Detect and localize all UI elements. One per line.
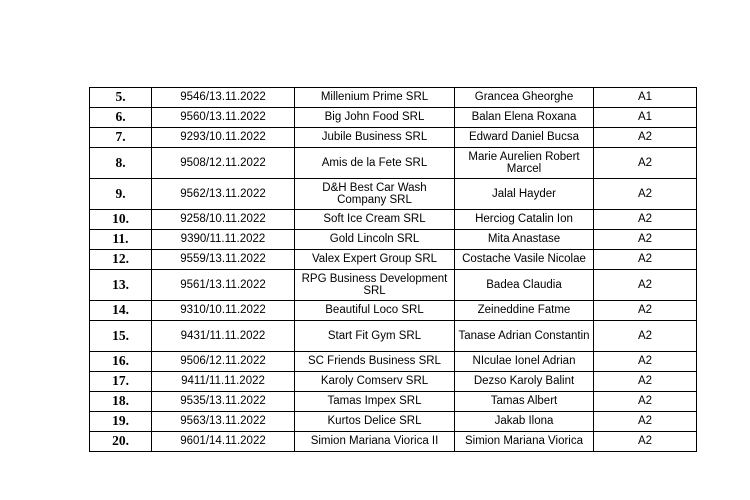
company-name-cell: Amis de la Fete SRL [295, 148, 455, 179]
registration-number-cell: 9562/13.11.2022 [152, 179, 295, 210]
category-cell: A1 [594, 88, 697, 108]
table-row [90, 301, 697, 321]
person-name-cell: Tanase Adrian Constantin [455, 321, 594, 352]
company-name-cell: SC Friends Business SRL [295, 352, 455, 372]
table-row [90, 88, 697, 108]
row-number-cell: 8. [90, 148, 152, 179]
person-name-cell: Zeineddine Fatme [455, 301, 594, 321]
registration-number-cell: 9563/13.11.2022 [152, 412, 295, 432]
registration-number-cell: 9601/14.11.2022 [152, 432, 295, 452]
row-number-cell: 11. [90, 230, 152, 250]
row-number-cell: 17. [90, 372, 152, 392]
person-name-cell: Jakab Ilona [455, 412, 594, 432]
row-number-cell: 16. [90, 352, 152, 372]
table-row [90, 230, 697, 250]
table-row [90, 210, 697, 230]
company-name-cell: Millenium Prime SRL [295, 88, 455, 108]
row-number-cell: 18. [90, 392, 152, 412]
row-number-cell: 15. [90, 321, 152, 352]
table-row [90, 148, 697, 179]
registration-number-cell: 9546/13.11.2022 [152, 88, 295, 108]
company-name-cell: Jubile Business SRL [295, 128, 455, 148]
registration-number-cell: 9559/13.11.2022 [152, 250, 295, 270]
person-name-cell: Dezso Karoly Balint [455, 372, 594, 392]
registration-number-cell: 9411/11.11.2022 [152, 372, 295, 392]
person-name-cell: Tamas Albert [455, 392, 594, 412]
company-name-cell: RPG Business Development SRL [295, 270, 455, 301]
registration-number-cell: 9431/11.11.2022 [152, 321, 295, 352]
row-number-cell: 7. [90, 128, 152, 148]
company-name-cell: Simion Mariana Viorica II [295, 432, 455, 452]
row-number-cell: 14. [90, 301, 152, 321]
registry-table-body [90, 88, 697, 452]
company-name-cell: Beautiful Loco SRL [295, 301, 455, 321]
person-name-cell: Herciog Catalin Ion [455, 210, 594, 230]
registration-number-cell: 9310/10.11.2022 [152, 301, 295, 321]
person-name-cell: Balan Elena Roxana [455, 108, 594, 128]
table-row [90, 372, 697, 392]
registry-table [89, 87, 697, 452]
row-number-cell: 6. [90, 108, 152, 128]
table-row [90, 250, 697, 270]
category-cell: A2 [594, 179, 697, 210]
registration-number-cell: 9293/10.11.2022 [152, 128, 295, 148]
table-row [90, 128, 697, 148]
category-cell: A2 [594, 412, 697, 432]
table-row [90, 352, 697, 372]
person-name-cell: Badea Claudia [455, 270, 594, 301]
table-row [90, 321, 697, 352]
category-cell: A2 [594, 432, 697, 452]
row-number-cell: 19. [90, 412, 152, 432]
company-name-cell: Gold Lincoln SRL [295, 230, 455, 250]
row-number-cell: 5. [90, 88, 152, 108]
registration-number-cell: 9508/12.11.2022 [152, 148, 295, 179]
table-row [90, 412, 697, 432]
category-cell: A2 [594, 128, 697, 148]
category-cell: A2 [594, 352, 697, 372]
category-cell: A2 [594, 250, 697, 270]
table-row [90, 270, 697, 301]
company-name-cell: Soft Ice Cream SRL [295, 210, 455, 230]
person-name-cell: Costache Vasile Nicolae [455, 250, 594, 270]
table-row [90, 179, 697, 210]
category-cell: A2 [594, 210, 697, 230]
company-name-cell: Kurtos Delice SRL [295, 412, 455, 432]
registration-number-cell: 9535/13.11.2022 [152, 392, 295, 412]
company-name-cell: D&H Best Car Wash Company SRL [295, 179, 455, 210]
row-number-cell: 9. [90, 179, 152, 210]
person-name-cell: Marie Aurelien Robert Marcel [455, 148, 594, 179]
category-cell: A2 [594, 392, 697, 412]
row-number-cell: 12. [90, 250, 152, 270]
person-name-cell: Mita Anastase [455, 230, 594, 250]
category-cell: A1 [594, 108, 697, 128]
person-name-cell: NIculae Ionel Adrian [455, 352, 594, 372]
company-name-cell: Karoly Comserv SRL [295, 372, 455, 392]
row-number-cell: 10. [90, 210, 152, 230]
person-name-cell: Grancea Gheorghe [455, 88, 594, 108]
row-number-cell: 20. [90, 432, 152, 452]
category-cell: A2 [594, 301, 697, 321]
company-name-cell: Valex Expert Group SRL [295, 250, 455, 270]
table-row [90, 432, 697, 452]
registration-number-cell: 9258/10.11.2022 [152, 210, 295, 230]
category-cell: A2 [594, 372, 697, 392]
registration-number-cell: 9560/13.11.2022 [152, 108, 295, 128]
registration-number-cell: 9390/11.11.2022 [152, 230, 295, 250]
person-name-cell: Simion Mariana Viorica [455, 432, 594, 452]
company-name-cell: Tamas Impex SRL [295, 392, 455, 412]
row-number-cell: 13. [90, 270, 152, 301]
table-row [90, 108, 697, 128]
category-cell: A2 [594, 148, 697, 179]
company-name-cell: Start Fit Gym SRL [295, 321, 455, 352]
person-name-cell: Edward Daniel Bucsa [455, 128, 594, 148]
table-row [90, 392, 697, 412]
category-cell: A2 [594, 270, 697, 301]
registration-number-cell: 9561/13.11.2022 [152, 270, 295, 301]
company-name-cell: Big John Food SRL [295, 108, 455, 128]
category-cell: A2 [594, 321, 697, 352]
registration-number-cell: 9506/12.11.2022 [152, 352, 295, 372]
category-cell: A2 [594, 230, 697, 250]
person-name-cell: Jalal Hayder [455, 179, 594, 210]
